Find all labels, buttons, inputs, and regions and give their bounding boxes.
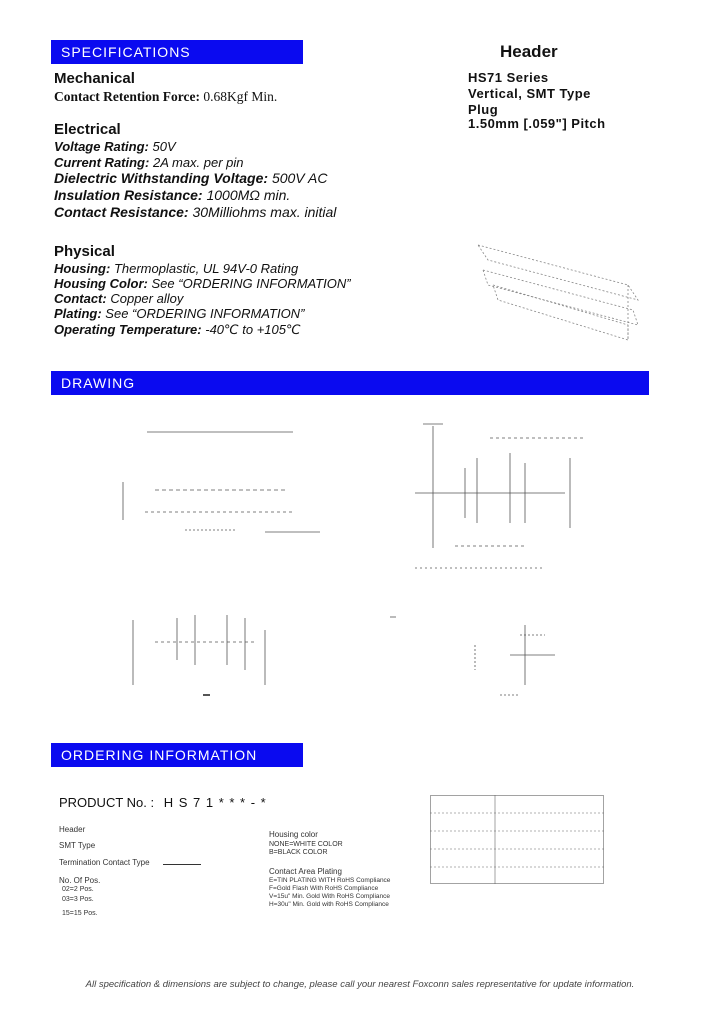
top-view-drawing [95,420,335,550]
spec-label: Contact: [54,291,107,306]
order-label-pos: No. Of Pos. [59,876,101,885]
front-view-drawing [115,590,335,700]
spec-value: 500V AC [271,170,328,186]
plug-line: Plug [468,102,499,117]
mechanical-heading: Mechanical [54,70,135,87]
spec-label: Housing: [54,261,111,276]
side-view-drawing [385,418,605,578]
spec-value: Thermoplastic, UL 94V-0 Rating [113,261,299,276]
current-rating-line [54,155,244,170]
spec-value: Copper alloy [110,291,184,306]
type-line: Vertical, SMT Type [468,86,591,101]
plating-option-e: E=TIN PLATING WITH RoHS Compliance [269,877,391,884]
order-label-pos-03: 03=3 Pos. [62,896,94,903]
series-line: HS71 Series [468,70,549,85]
housing-color-line [54,276,351,291]
termination-leader-line [163,864,201,865]
specifications-section-bar: SPECIFICATIONS [51,40,303,64]
housing-line [54,261,298,276]
voltage-rating-line [54,139,176,154]
order-label-pos-15: 15=15 Pos. [62,910,98,917]
spec-label: Voltage Rating: [54,139,149,154]
plating-option-f: F=Gold Flash With RoHS Compliance [269,885,379,892]
spec-value: 1000MΩ min. [206,187,291,203]
housing-color-white: NONE=WHITE COLOR [269,841,343,848]
product-number-line [59,795,267,810]
spec-label: Operating Temperature: [54,322,202,337]
retention-force-line [54,89,277,105]
plating-option-v: V=15u" Min. Gold With RoHS Compliance [269,893,390,900]
plating-option-h: H=30u" Min. Gold with RoHS Compliance [269,901,389,908]
spec-label: Insulation Resistance: [54,187,203,203]
housing-color-title: Housing color [269,830,318,839]
dielectric-voltage-line [54,170,327,186]
spec-value: See “ORDERING INFORMATION” [105,306,305,321]
spec-label: Housing Color: [54,276,148,291]
housing-color-black: B=BLACK COLOR [269,849,328,856]
product-number-code: H S 7 1 * * * - * [163,795,267,810]
spec-label: Dielectric Withstanding Voltage: [54,170,269,186]
plating-title: Contact Area Plating [269,867,342,876]
product-number-label: PRODUCT No. : [59,795,155,810]
spec-label: Contact Resistance: [54,204,189,220]
spec-label: Plating: [54,306,102,321]
physical-heading: Physical [54,243,115,260]
drawing-section-bar: DRAWING [51,371,649,395]
insulation-resistance-line [54,187,290,203]
spec-label: Current Rating: [54,155,150,170]
pitch-line: 1.50mm [.059"] Pitch [468,116,606,131]
connector-isometric-image [468,225,668,355]
electrical-heading: Electrical [54,121,121,138]
ordering-section-bar: ORDERING INFORMATION [51,743,303,767]
spec-value: 50V [152,139,176,154]
spec-value: 2A max. per pin [152,155,244,170]
retention-label: Contact Retention Force: [54,89,200,104]
plating-line [54,306,304,321]
spec-value: -40℃ to +105℃ [205,322,301,337]
product-title: Header [500,42,558,61]
spec-value: See “ORDERING INFORMATION” [151,276,351,291]
contact-line [54,291,183,306]
dimension-table [430,795,605,885]
contact-resistance-line [54,204,336,220]
pcb-layout-drawing [380,595,570,705]
footer-disclaimer: All specification & dimensions are subject to change, please call your nearest Foxconn sales representative for update information. [85,979,635,990]
retention-value: 0.68Kgf Min. [203,89,278,104]
operating-temperature-line [54,322,301,338]
order-label-pos-02: 02=2 Pos. [62,886,94,893]
order-label-header: Header [59,825,86,834]
order-label-smt: SMT Type [59,841,96,850]
spec-value: 30Milliohms max. initial [192,204,337,220]
order-label-termination: Termination Contact Type [59,858,150,867]
